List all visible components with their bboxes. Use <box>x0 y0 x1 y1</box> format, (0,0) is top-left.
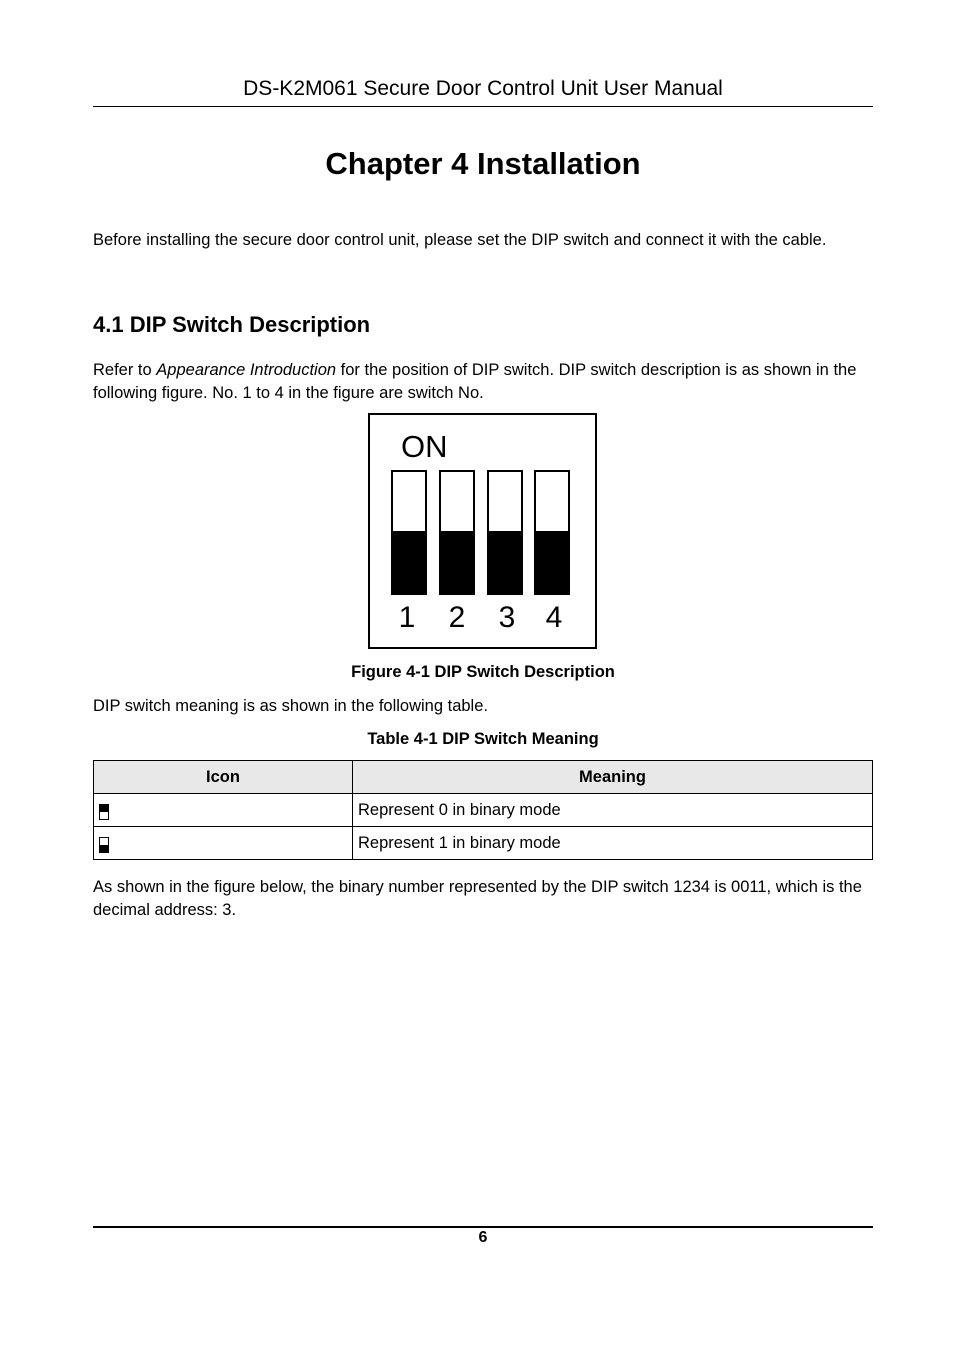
table-caption: Table 4-1 DIP Switch Meaning <box>367 730 599 748</box>
switch-knob <box>393 531 425 593</box>
header-divider <box>93 106 873 107</box>
page-number: 6 <box>478 1229 488 1246</box>
conclusion-paragraph: As shown in the figure below, the binary number represented by the DIP switch 1234 is 0011, which is the decimal address: 3. <box>93 878 862 919</box>
meaning-cell: Represent 1 in binary mode <box>353 827 873 860</box>
intro-paragraph: Before installing the secure door control unit, please set the DIP switch and connect it with the cable. <box>93 231 827 249</box>
refer-suffix: for the position of DIP switch. DIP switch description is as shown in the following figure. No. 1 to 4 in the figure are switch No. <box>93 361 857 402</box>
switch-down-icon <box>99 837 109 853</box>
dip-meaning-table <box>93 760 873 860</box>
section-heading: 4.1 DIP Switch Description <box>93 312 371 337</box>
figure-caption: Figure 4-1 DIP Switch Description <box>351 663 615 681</box>
switch-number-3: 3 <box>498 601 516 634</box>
dip-switch-1 <box>391 470 427 595</box>
appearance-introduction-reference: Appearance Introduction <box>156 361 337 379</box>
refer-prefix: Refer to <box>93 361 157 379</box>
switch-knob <box>536 531 568 593</box>
icon-cell <box>94 794 353 827</box>
switch-number-4: 4 <box>545 601 563 634</box>
switch-number-2: 2 <box>448 601 466 634</box>
running-header: DS-K2M061 Secure Door Control Unit User Manual <box>243 77 723 100</box>
table-header-row <box>94 761 873 794</box>
meaning-column-header: Meaning <box>353 761 873 794</box>
switch-knob <box>441 531 473 593</box>
switch-knob <box>489 531 521 593</box>
icon-cell <box>94 827 353 860</box>
table-row <box>94 794 873 827</box>
on-label: ON <box>401 429 448 464</box>
chapter-title: Chapter 4 Installation <box>325 146 641 181</box>
meaning-intro: DIP switch meaning is as shown in the following table. <box>93 697 488 715</box>
dip-switch-2 <box>439 470 475 595</box>
dip-switch-4 <box>534 470 570 595</box>
icon-column-header: Icon <box>94 761 353 794</box>
table-row <box>94 827 873 860</box>
meaning-cell: Represent 0 in binary mode <box>353 794 873 827</box>
dip-switch-3 <box>487 470 523 595</box>
refer-paragraph <box>93 359 873 405</box>
dip-switch-figure <box>368 413 597 649</box>
switch-up-icon <box>99 804 109 820</box>
switch-number-1: 1 <box>398 601 416 634</box>
